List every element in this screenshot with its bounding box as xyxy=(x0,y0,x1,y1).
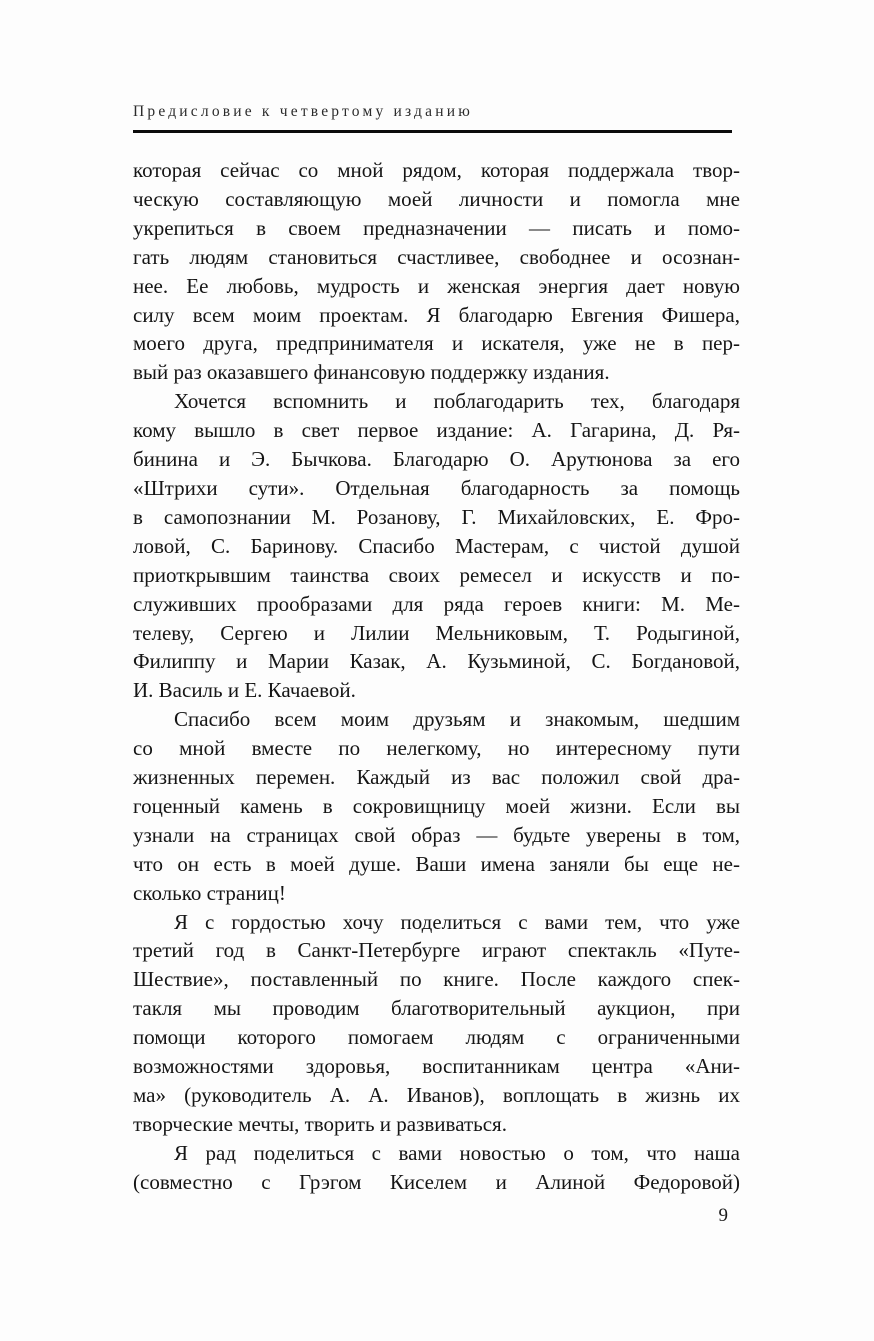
text-line: третий год в Санкт-Петербурге играют спектакль «Путе- xyxy=(133,938,740,963)
text-line: ловой, С. Баринову. Спасибо Мастерам, с чистой душой xyxy=(133,533,740,558)
text-line: кому вышло в свет первое издание: А. Гагарина, Д. Ря- xyxy=(133,418,740,443)
text-line: приоткрывшим таинства своих ремесел и искусств и по- xyxy=(133,562,740,587)
text-line: служивших прообразами для ряда героев книги: М. Ме- xyxy=(133,591,740,616)
text-line: Филиппу и Марии Казак, А. Кузьминой, С. Богдановой, xyxy=(133,649,740,674)
text-line: моего друга, предпринимателя и искателя, уже не в пер- xyxy=(133,331,740,356)
text-line: гоценный камень в сокровищницу моей жизни. Если вы xyxy=(133,793,740,818)
text-line: гать людям становиться счастливее, свободнее и осознан- xyxy=(133,244,740,269)
text-line: Спасибо всем моим друзьям и знакомым, шедшим xyxy=(174,707,740,732)
paragraph xyxy=(133,156,740,387)
text-line: ма» (руководитель А. А. Иванов), воплощать в жизнь их xyxy=(133,1083,740,1107)
text-line: со мной вместе по нелегкому, но интересному пути xyxy=(133,736,740,761)
text-line: (совместно с Грэгом Киселем и Алиной Федоровой) xyxy=(133,1169,740,1194)
text-line: телеву, Сергею и Лилии Мельниковым, Т. Родыгиной, xyxy=(133,620,740,645)
text-line: возможностями здоровья, воспитанникам центра «Ани- xyxy=(133,1054,740,1079)
text-line: узнали на страницах свой образ — будьте уверены в том, xyxy=(133,822,740,847)
body-text xyxy=(133,156,740,1197)
text-line: в самопознании М. Розанову, Г. Михайловских, Е. Фро- xyxy=(133,504,740,529)
text-line: Я рад поделиться с вами новостью о том, что наша xyxy=(174,1140,740,1165)
text-line: которая сейчас со мной рядом, которая поддержала твор- xyxy=(133,158,740,182)
text-line: И. Василь и Е. Качаевой. xyxy=(133,678,356,703)
text-line: силу всем моим проектам. Я благодарю Евгения Фишера, xyxy=(133,302,740,327)
text-line: Я с гордостью хочу поделиться с вами тем, что уже xyxy=(174,909,740,934)
text-line: такля мы проводим благотворительный аукцион, при xyxy=(133,996,740,1021)
text-line: ческую составляющую моей личности и помогла мне xyxy=(133,186,740,211)
page-number: 9 xyxy=(718,1205,728,1226)
text-line: Шествие», поставленный по книге. После каждого спек- xyxy=(133,967,740,992)
text-line: что он есть в моей душе. Ваши имена заняли бы еще не- xyxy=(133,851,740,876)
paragraph xyxy=(133,387,740,705)
text-line: «Штрихи сути». Отдельная благодарность за помощь xyxy=(133,475,740,500)
paragraph xyxy=(133,1139,740,1197)
header-rule xyxy=(133,130,732,133)
text-line: Хочется вспомнить и поблагодарить тех, благодаря xyxy=(174,389,740,414)
text-line: сколько страниц! xyxy=(133,880,286,905)
text-line: творческие мечты, творить и развиваться. xyxy=(133,1111,507,1136)
text-line: укрепиться в своем предназначении — писать и помо- xyxy=(133,215,740,240)
paragraph xyxy=(133,705,740,907)
paragraph xyxy=(133,908,740,1139)
running-header: Предисловие к четвертому изданию xyxy=(133,103,473,120)
text-line: жизненных перемен. Каждый из вас положил свой дра- xyxy=(133,765,740,790)
text-line: нее. Ее любовь, мудрость и женская энергия дает новую xyxy=(133,273,740,298)
text-line: вый раз оказавшего финансовую поддержку издания. xyxy=(133,360,610,385)
text-line: помощи которого помогаем людям с ограниченными xyxy=(133,1025,740,1050)
text-line: бинина и Э. Бычкова. Благодарю О. Арутюнова за его xyxy=(133,447,740,472)
